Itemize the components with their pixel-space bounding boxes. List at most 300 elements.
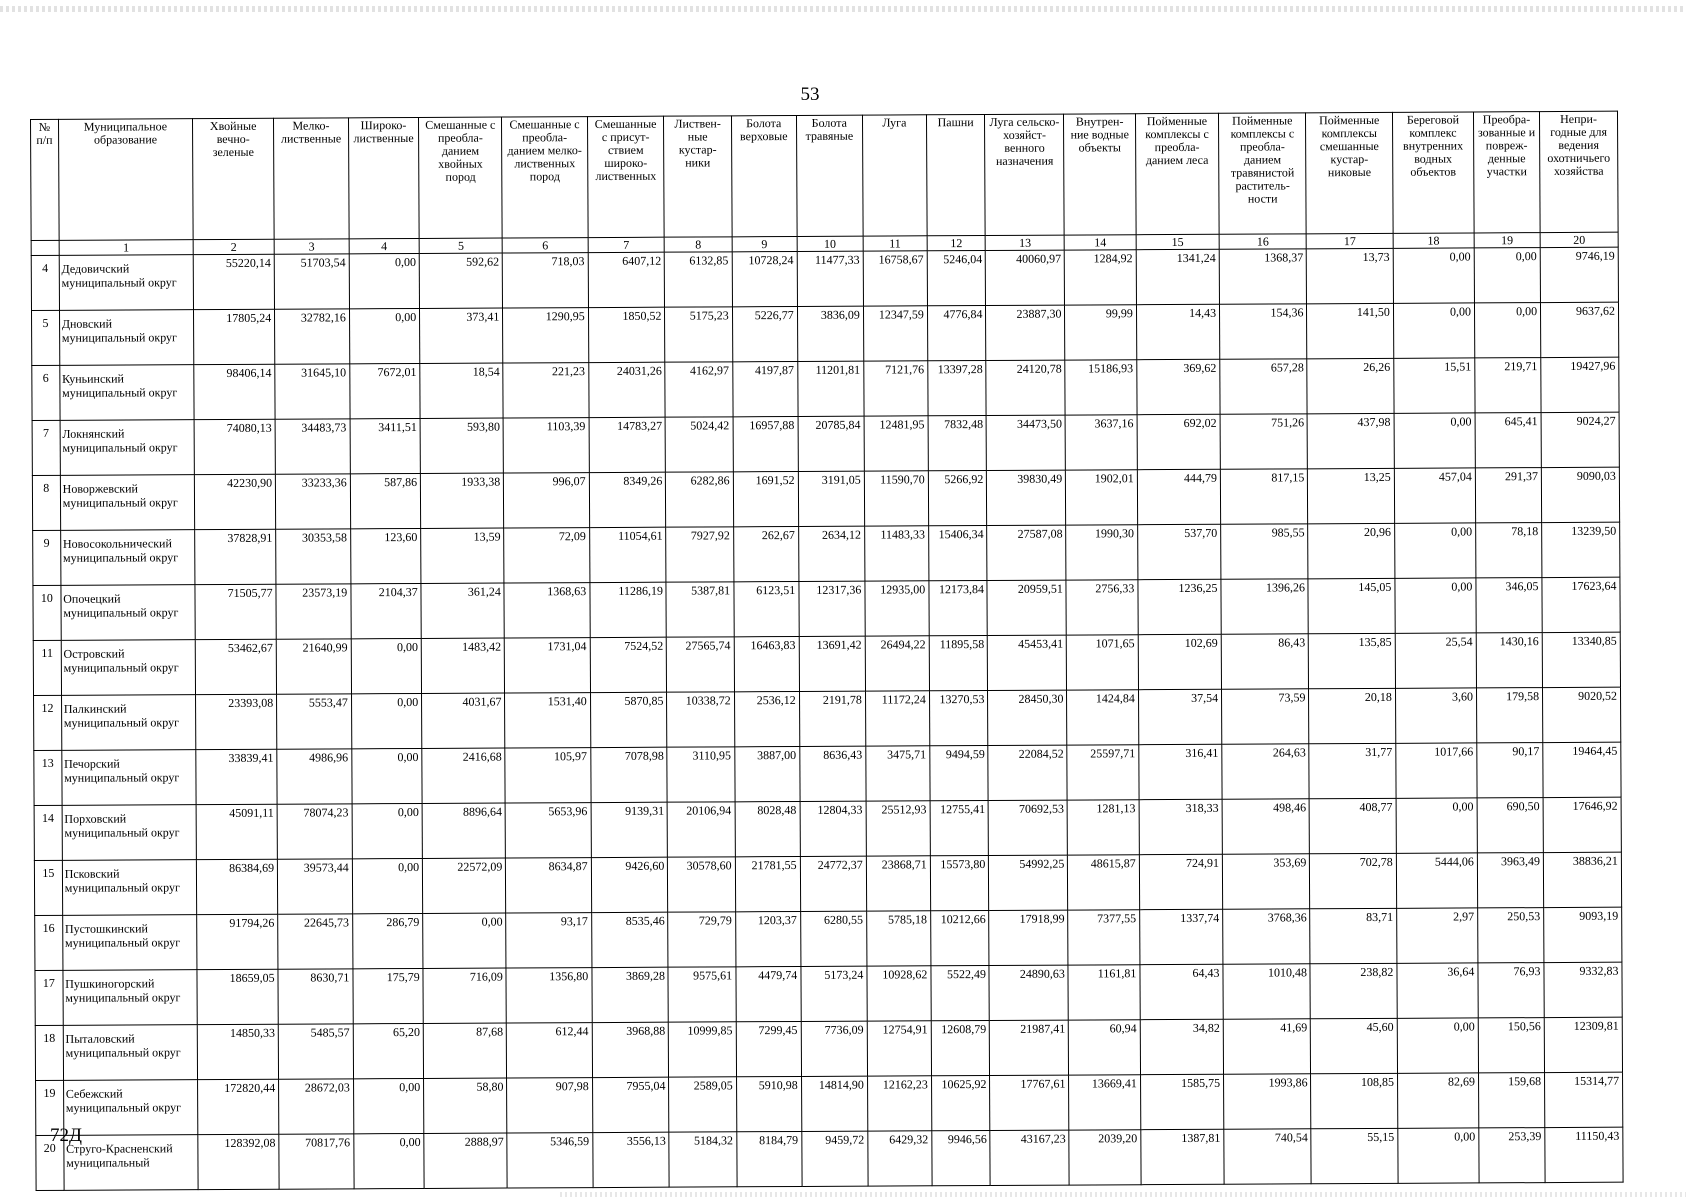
value-cell: 9575,61 — [668, 967, 735, 1022]
value-cell: 1368,37 — [1219, 249, 1307, 304]
column-number: 5 — [419, 238, 502, 253]
table-row — [35, 1017, 1622, 1080]
value-cell: 1281,13 — [1067, 800, 1139, 855]
column-header: Смешанные с преобла-данием хвойных пород — [419, 117, 503, 238]
municipality-name-cell: Новосокольнический муниципальный округ — [60, 530, 195, 586]
value-cell: 2589,05 — [669, 1077, 736, 1132]
value-cell: 72,09 — [504, 528, 590, 583]
value-cell: 0,00 — [352, 803, 423, 858]
municipality-name-cell: Куньинский муниципальный округ — [60, 365, 195, 421]
value-cell: 33233,36 — [276, 474, 351, 529]
value-cell: 262,67 — [733, 526, 798, 581]
value-cell: 98406,14 — [194, 364, 275, 419]
row-number-cell: 4 — [31, 255, 59, 310]
municipality-name-cell: Островский муниципальный округ — [61, 640, 196, 696]
column-header: Смешанные с преобла-данием мелко-лиственных пород — [502, 117, 588, 238]
value-cell: 1424,84 — [1067, 690, 1139, 745]
value-cell: 740,54 — [1224, 1129, 1312, 1184]
value-cell: 3869,28 — [592, 967, 669, 1022]
value-cell: 1071,65 — [1067, 635, 1139, 690]
table-row — [32, 302, 1619, 365]
column-header: Мелко-лиственные — [274, 118, 349, 239]
value-cell: 9090,03 — [1541, 467, 1619, 522]
value-cell: 0,00 — [353, 1078, 424, 1133]
value-cell: 9093,19 — [1544, 907, 1622, 962]
value-cell: 31645,10 — [275, 364, 350, 419]
value-cell: 30353,58 — [276, 529, 351, 584]
municipality-name-cell: Опочецкий муниципальный округ — [61, 585, 196, 641]
value-cell: 702,78 — [1310, 853, 1397, 908]
column-header: Пойменные комплексы с преобла-данием травянистой раститель-ности — [1219, 113, 1307, 234]
value-cell: 11054,61 — [589, 527, 666, 582]
value-cell: 108,85 — [1311, 1073, 1398, 1128]
column-header: Широко-лиственные — [348, 117, 419, 238]
value-cell: 5522,49 — [931, 965, 990, 1020]
row-number-cell: 20 — [36, 1135, 64, 1190]
value-cell: 3768,36 — [1223, 909, 1311, 964]
value-cell: 9946,56 — [932, 1130, 991, 1185]
value-cell: 253,39 — [1479, 1128, 1545, 1183]
value-cell: 39830,49 — [987, 470, 1066, 525]
value-cell: 592,62 — [419, 253, 502, 308]
value-cell: 2416,68 — [422, 748, 505, 803]
value-cell: 91794,26 — [197, 914, 278, 969]
value-cell: 0,00 — [1396, 798, 1477, 853]
value-cell: 70692,53 — [989, 800, 1068, 855]
value-cell: 3,60 — [1395, 688, 1476, 743]
value-cell: 65,20 — [353, 1023, 424, 1078]
table-row — [35, 907, 1622, 970]
value-cell: 45,60 — [1311, 1018, 1398, 1073]
municipality-name-cell: Псковский муниципальный округ — [62, 860, 197, 916]
value-cell: 73,59 — [1222, 689, 1310, 744]
value-cell: 74080,13 — [194, 419, 275, 474]
value-cell: 15314,77 — [1545, 1072, 1623, 1127]
value-cell: 444,79 — [1137, 469, 1220, 524]
column-number: 15 — [1136, 234, 1219, 249]
value-cell: 1368,63 — [504, 583, 590, 638]
value-cell: 8636,43 — [799, 746, 865, 801]
value-cell: 9494,59 — [930, 745, 989, 800]
value-cell: 93,17 — [506, 913, 592, 968]
table-row — [35, 962, 1622, 1025]
column-header: Хвойные вечно-зеленые — [193, 118, 275, 239]
value-cell: 1161,81 — [1068, 965, 1140, 1020]
value-cell: 11201,81 — [797, 361, 863, 416]
column-number: 1 — [59, 240, 193, 256]
value-cell: 238,82 — [1310, 963, 1397, 1018]
value-cell: 1430,16 — [1476, 633, 1542, 688]
table-row — [34, 742, 1621, 805]
value-cell: 10728,24 — [732, 251, 797, 306]
value-cell: 102,69 — [1138, 634, 1221, 689]
value-cell: 10338,72 — [667, 692, 734, 747]
row-number-cell: 8 — [32, 475, 60, 530]
value-cell: 22084,52 — [988, 745, 1067, 800]
value-cell: 25597,71 — [1067, 745, 1139, 800]
value-cell: 10625,92 — [931, 1075, 990, 1130]
value-cell: 817,15 — [1220, 469, 1308, 524]
table-wrapper — [30, 111, 1624, 1191]
row-number-cell: 6 — [32, 365, 60, 420]
value-cell: 145,05 — [1308, 578, 1395, 633]
value-cell: 7927,92 — [666, 527, 733, 582]
column-header: Пойменные комплексы с преобла-данием леса — [1135, 113, 1219, 234]
value-cell: 1483,42 — [421, 638, 504, 693]
value-cell: 264,63 — [1222, 744, 1310, 799]
value-cell: 17918,99 — [989, 910, 1068, 965]
value-cell: 612,44 — [507, 1023, 593, 1078]
value-cell: 12754,91 — [867, 1021, 931, 1076]
value-cell: 172820,44 — [198, 1079, 279, 1134]
value-cell: 729,79 — [668, 912, 735, 967]
value-cell: 1933,38 — [421, 473, 504, 528]
value-cell: 10928,62 — [867, 966, 931, 1021]
value-cell: 4986,96 — [277, 749, 352, 804]
value-cell: 25512,93 — [866, 801, 930, 856]
value-cell: 154,36 — [1220, 304, 1308, 359]
value-cell: 3110,95 — [667, 747, 734, 802]
value-cell: 1236,25 — [1138, 579, 1221, 634]
value-cell: 34483,73 — [275, 419, 350, 474]
value-cell: 30578,60 — [668, 857, 735, 912]
value-cell: 3556,13 — [593, 1132, 670, 1187]
value-cell: 53462,67 — [195, 639, 276, 694]
value-cell: 13,59 — [421, 528, 504, 583]
column-number: 18 — [1393, 233, 1474, 248]
row-number-cell: 14 — [34, 805, 62, 860]
value-cell: 36,64 — [1397, 963, 1478, 1018]
value-cell: 5444,06 — [1396, 853, 1477, 908]
value-cell: 5387,81 — [666, 582, 733, 637]
value-cell: 0,00 — [354, 1133, 425, 1188]
row-number-cell: 5 — [32, 310, 60, 365]
value-cell: 13397,28 — [928, 360, 987, 415]
value-cell: 78074,23 — [277, 804, 352, 859]
value-cell: 3836,09 — [797, 306, 863, 361]
value-cell: 346,05 — [1476, 578, 1542, 633]
value-cell: 2634,12 — [798, 526, 864, 581]
table-body — [31, 247, 1623, 1190]
column-header: Пашни — [926, 114, 985, 235]
value-cell: 457,04 — [1394, 468, 1475, 523]
scan-edge-top — [0, 6, 1686, 12]
value-cell: 9332,83 — [1544, 962, 1622, 1017]
value-cell: 9020,52 — [1543, 687, 1621, 742]
value-cell: 15186,93 — [1065, 360, 1137, 415]
value-cell: 40060,97 — [986, 250, 1065, 305]
value-cell: 15,51 — [1394, 358, 1475, 413]
column-number: 17 — [1307, 233, 1393, 248]
value-cell: 0,00 — [352, 858, 423, 913]
value-cell: 45453,41 — [988, 635, 1067, 690]
value-cell: 716,09 — [423, 968, 506, 1023]
value-cell: 23868,71 — [866, 856, 930, 911]
municipality-name-cell: Палкинский муниципальный округ — [61, 695, 196, 751]
value-cell: 20,96 — [1308, 523, 1395, 578]
value-cell: 18659,05 — [197, 969, 278, 1024]
column-header: Пойменные комплексы смешанные кустар-никовые — [1306, 112, 1393, 233]
value-cell: 14783,27 — [589, 417, 666, 472]
value-cell: 64,43 — [1140, 964, 1223, 1019]
value-cell: 21781,55 — [735, 856, 800, 911]
value-cell: 12935,00 — [865, 581, 929, 636]
value-cell: 37828,91 — [195, 529, 276, 584]
value-cell: 1284,92 — [1065, 250, 1137, 305]
value-cell: 1850,52 — [588, 307, 665, 362]
value-cell: 17646,92 — [1543, 797, 1621, 852]
footer-code: 72Д — [50, 1125, 82, 1146]
value-cell: 18,54 — [420, 363, 503, 418]
value-cell: 58,80 — [424, 1078, 507, 1133]
value-cell: 54992,25 — [989, 855, 1068, 910]
value-cell: 5226,77 — [732, 306, 797, 361]
value-cell: 90,17 — [1477, 743, 1543, 798]
value-cell: 907,98 — [507, 1078, 593, 1133]
table-row — [34, 852, 1621, 915]
value-cell: 11172,24 — [865, 691, 929, 746]
value-cell: 690,50 — [1477, 798, 1543, 853]
value-cell: 1691,52 — [733, 471, 798, 526]
value-cell: 13239,50 — [1542, 522, 1620, 577]
value-cell: 1531,40 — [505, 693, 591, 748]
value-cell: 16758,67 — [863, 251, 927, 306]
value-cell: 5346,59 — [507, 1133, 593, 1188]
value-cell: 123,60 — [350, 528, 421, 583]
value-cell: 12162,23 — [867, 1076, 931, 1131]
value-cell: 105,97 — [505, 748, 591, 803]
value-cell: 408,77 — [1310, 798, 1397, 853]
value-cell: 498,46 — [1222, 799, 1310, 854]
value-cell: 20785,84 — [798, 416, 864, 471]
value-cell: 1103,39 — [503, 418, 589, 473]
value-cell: 12755,41 — [930, 800, 989, 855]
value-cell: 6123,51 — [734, 581, 799, 636]
value-cell: 8184,79 — [736, 1131, 801, 1186]
value-cell: 361,24 — [421, 583, 504, 638]
value-cell: 7377,55 — [1068, 910, 1140, 965]
value-cell: 373,41 — [420, 308, 503, 363]
municipality-name-cell: Пушкиногорский муниципальный округ — [63, 970, 198, 1026]
value-cell: 3963,49 — [1477, 853, 1543, 908]
value-cell: 3475,71 — [866, 746, 930, 801]
value-cell: 11590,70 — [864, 471, 928, 526]
column-number: 3 — [274, 239, 349, 254]
column-number: 13 — [986, 235, 1065, 250]
value-cell: 70817,76 — [279, 1134, 354, 1189]
value-cell: 6282,86 — [666, 472, 733, 527]
value-cell: 21640,99 — [276, 639, 351, 694]
value-cell: 1990,30 — [1066, 525, 1138, 580]
municipality-name-cell: Пустошкинский муниципальный округ — [62, 915, 197, 971]
column-number: 19 — [1474, 233, 1540, 248]
value-cell: 14,43 — [1136, 304, 1219, 359]
value-cell: 316,41 — [1139, 744, 1222, 799]
value-cell: 369,62 — [1137, 359, 1220, 414]
value-cell: 0,00 — [352, 748, 423, 803]
value-cell: 20959,51 — [987, 580, 1066, 635]
value-cell: 0,00 — [349, 308, 420, 363]
value-cell: 12309,81 — [1544, 1017, 1622, 1072]
value-cell: 0,00 — [1474, 248, 1540, 303]
column-header: Преобра-зованные и повреж-денные участки — [1473, 112, 1540, 233]
municipality-name-cell: Новоржевский муниципальный округ — [60, 475, 195, 531]
value-cell: 15573,80 — [930, 855, 989, 910]
value-cell: 9139,31 — [591, 802, 668, 857]
value-cell: 13691,42 — [799, 636, 865, 691]
value-cell: 3637,16 — [1065, 415, 1137, 470]
value-cell: 0,00 — [1474, 303, 1540, 358]
value-cell: 1010,48 — [1223, 964, 1311, 1019]
value-cell: 6407,12 — [588, 252, 665, 307]
municipality-name-cell: Дедовичский муниципальный округ — [59, 255, 194, 311]
column-header: Листвен-ные кустар-ники — [664, 116, 732, 237]
value-cell: 76,93 — [1478, 963, 1544, 1018]
value-cell: 55220,14 — [193, 254, 274, 309]
row-number-cell: 18 — [35, 1025, 63, 1080]
municipality-name-cell: Пыталовский муниципальный округ — [63, 1025, 198, 1081]
value-cell: 7736,09 — [801, 1021, 867, 1076]
value-cell: 5246,04 — [927, 250, 986, 305]
value-cell: 5184,32 — [669, 1132, 736, 1187]
municipality-name-cell: Порховский муниципальный округ — [62, 805, 197, 861]
row-number-cell: 19 — [36, 1080, 64, 1135]
value-cell: 8535,46 — [591, 912, 668, 967]
value-cell: 985,55 — [1221, 524, 1309, 579]
value-cell: 159,68 — [1478, 1073, 1544, 1128]
value-cell: 82,69 — [1397, 1073, 1478, 1128]
value-cell: 9426,60 — [591, 857, 668, 912]
value-cell: 537,70 — [1137, 524, 1220, 579]
value-cell: 14814,90 — [801, 1076, 867, 1131]
value-cell: 0,00 — [1394, 523, 1475, 578]
page-number: 53 — [800, 84, 820, 105]
table-row — [32, 467, 1619, 530]
value-cell: 34,82 — [1140, 1019, 1223, 1074]
value-cell: 10212,66 — [930, 910, 989, 965]
value-cell: 8349,26 — [589, 472, 666, 527]
value-cell: 3191,05 — [798, 471, 864, 526]
value-cell: 45091,11 — [196, 804, 277, 859]
value-cell: 5266,92 — [928, 470, 987, 525]
value-cell: 645,41 — [1475, 413, 1541, 468]
value-cell: 5785,18 — [866, 911, 930, 966]
table-row — [32, 357, 1619, 420]
column-number: 6 — [503, 238, 588, 253]
value-cell: 0,00 — [423, 913, 506, 968]
value-cell: 16957,88 — [733, 416, 798, 471]
value-cell: 12804,33 — [800, 801, 866, 856]
value-cell: 37,54 — [1138, 689, 1221, 744]
value-cell: 24772,37 — [800, 856, 866, 911]
column-header: Болота травяные — [796, 115, 863, 236]
value-cell: 2104,37 — [351, 583, 422, 638]
value-cell: 87,68 — [423, 1023, 506, 1078]
table-row — [32, 412, 1619, 475]
value-cell: 41,69 — [1223, 1019, 1311, 1074]
value-cell: 1290,95 — [503, 308, 589, 363]
value-cell: 6280,55 — [800, 911, 866, 966]
value-cell: 11477,33 — [797, 251, 863, 306]
column-header: Смешанные с присут-ствием широко-лиственных — [587, 116, 664, 237]
value-cell: 7078,98 — [590, 747, 667, 802]
column-header: № п/п — [31, 119, 59, 240]
value-cell: 12608,79 — [931, 1020, 990, 1075]
value-cell: 12173,84 — [929, 580, 988, 635]
value-cell: 2888,97 — [424, 1133, 507, 1188]
value-cell: 6429,32 — [868, 1131, 932, 1186]
value-cell: 23573,19 — [276, 584, 351, 639]
table-row — [33, 632, 1620, 695]
value-cell: 7672,01 — [350, 363, 421, 418]
value-cell: 32782,16 — [275, 309, 350, 364]
row-number-cell: 7 — [32, 420, 60, 475]
value-cell: 2191,78 — [799, 691, 865, 746]
value-cell: 9746,19 — [1540, 247, 1618, 302]
row-number-cell: 10 — [33, 585, 61, 640]
value-cell: 16463,83 — [734, 636, 799, 691]
value-cell: 0,00 — [1393, 303, 1474, 358]
value-cell: 51703,54 — [274, 254, 349, 309]
value-cell: 33839,41 — [196, 749, 277, 804]
table-row — [36, 1127, 1623, 1190]
value-cell: 437,98 — [1308, 413, 1395, 468]
value-cell: 13270,53 — [929, 690, 988, 745]
value-cell: 19464,45 — [1543, 742, 1621, 797]
value-cell: 10999,85 — [669, 1022, 736, 1077]
value-cell: 3887,00 — [734, 746, 799, 801]
value-cell: 28672,03 — [279, 1079, 354, 1134]
column-number: 7 — [588, 237, 665, 252]
value-cell: 593,80 — [420, 418, 503, 473]
value-cell: 9459,72 — [802, 1131, 868, 1186]
row-number-cell: 13 — [34, 750, 62, 805]
value-cell: 2756,33 — [1066, 580, 1138, 635]
value-cell: 13,25 — [1308, 468, 1395, 523]
value-cell: 38836,21 — [1543, 852, 1621, 907]
column-number: 9 — [732, 236, 797, 251]
value-cell: 27565,74 — [667, 637, 734, 692]
value-cell: 1341,24 — [1136, 249, 1219, 304]
value-cell: 5910,98 — [736, 1076, 801, 1131]
value-cell: 1017,66 — [1396, 743, 1477, 798]
value-cell: 21987,41 — [990, 1020, 1069, 1075]
value-cell: 11895,58 — [929, 635, 988, 690]
value-cell: 15406,34 — [928, 525, 987, 580]
column-header: Луга — [862, 115, 927, 236]
value-cell: 23393,08 — [196, 694, 277, 749]
value-cell: 11483,33 — [864, 526, 928, 581]
value-cell: 2039,20 — [1069, 1130, 1141, 1185]
row-number-cell: 12 — [34, 695, 62, 750]
value-cell: 0,00 — [349, 253, 420, 308]
column-number: 10 — [797, 236, 863, 251]
value-cell: 11150,43 — [1545, 1127, 1623, 1182]
value-cell: 2536,12 — [734, 691, 799, 746]
value-cell: 1902,01 — [1066, 470, 1138, 525]
value-cell: 751,26 — [1220, 414, 1308, 469]
value-cell: 60,94 — [1069, 1020, 1141, 1075]
value-cell: 8634,87 — [506, 858, 592, 913]
municipality-name-cell: Себежский муниципальный округ — [63, 1080, 198, 1136]
column-number — [31, 240, 59, 255]
column-header: Луга сельско-хозяйст-венного назначения — [985, 114, 1065, 235]
value-cell: 17623,64 — [1542, 577, 1620, 632]
value-cell: 219,71 — [1475, 358, 1541, 413]
value-cell: 657,28 — [1220, 359, 1308, 414]
value-cell: 128392,08 — [198, 1134, 279, 1189]
value-cell: 179,58 — [1476, 688, 1542, 743]
